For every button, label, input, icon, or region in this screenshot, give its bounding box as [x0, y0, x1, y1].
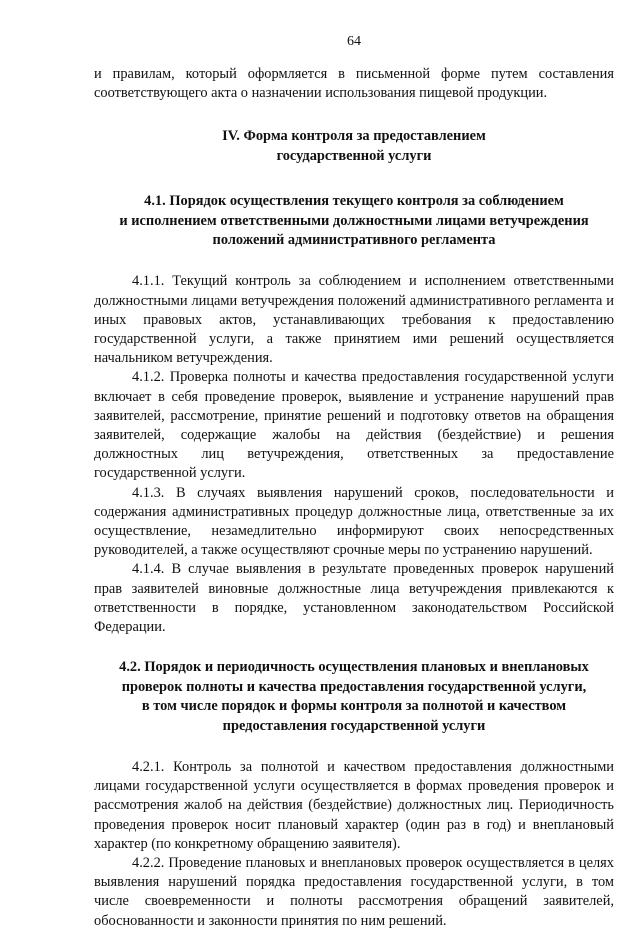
subsection-1-heading-line-3: положений административного регламента: [212, 232, 496, 249]
subsection-2-heading-line-1: 4.2. Порядок и периодичность осуществления плановых и внеплановых: [119, 659, 589, 676]
paragraph-4-1-4: 4.1.4. В случае выявления в результате проведенных проверок нарушений прав заявителей виновные должностные лица ветучреждения привлекаются к ответственности в порядке, установленном законодательством Российской Федерации.: [94, 561, 614, 636]
paragraph-4-2-2: 4.2.2. Проведение плановых и внеплановых проверок осуществляется в целях выявления нарушений порядка предоставления государственной услуги, в том числе своевременности и полноты рассмотрения обращений заявителей, обоснованности и законности принятия по ним решений.: [94, 854, 614, 929]
section-heading: [94, 127, 614, 166]
page-number: 64: [347, 34, 361, 49]
subsection-1-heading-line-1: 4.1. Порядок осуществления текущего контроля за соблюдением: [144, 193, 564, 210]
section-heading-line-1: IV. Форма контроля за предоставлением: [222, 128, 486, 145]
intro-paragraph: и правилам, который оформляется в письменной форме путем составления соответствующего акта о назначении использования пищевой продукции.: [94, 66, 614, 102]
subsection-2-heading-line-3: в том числе порядок и формы контроля за полнотой и качеством: [141, 698, 567, 715]
section-heading-line-2: государственной услуги: [276, 147, 432, 164]
paragraph-4-1-3: 4.1.3. В случаях выявления нарушений сроков, последовательности и содержания административных процедур должностные лица, ответственные за их осуществление, незамедлительно информируют своих непосредственных руководителей, а также осуществляют срочные меры по устранению нарушений.: [94, 484, 614, 559]
subsection-2-heading: [94, 658, 614, 736]
subsection-2-heading-line-2: проверок полноты и качества предоставления государственной услуги,: [121, 678, 587, 695]
subsection-2-heading-line-4: предоставления государственной услуги: [222, 717, 486, 734]
paragraph-4-1-1: 4.1.1. Текущий контроль за соблюдением и исполнением ответственными должностными лицами ветучреждения положений административного регламента и иных правовых актов, устанавливающих требования к предоставлению государственной услуги, а также принятием ими решений осуществляется начальником ветучреждения.: [94, 273, 614, 367]
subsection-1-heading: [94, 192, 614, 250]
paragraph-4-2-1: 4.2.1. Контроль за полнотой и качеством предоставления должностными лицами государственной услуги осуществляется в формах проведения проверок и рассмотрения жалоб на действия (бездействие) должностных лиц. Периодичность проведения проверок носит плановый характер (один раз в год) и внеплановый характер (по конкретному обращению заявителя).: [94, 758, 614, 852]
paragraph-4-1-2: 4.1.2. Проверка полноты и качества предоставления государственной услуги включает в себя проведение проверок, выявление и устранение нарушений прав заявителей, рассмотрение, принятие решений и подготовку ответов на обращения заявителей, содержащие жалобы на действия (бездействие) и решения должностных лиц ветучреждения, ответственных за предоставление государственной услуги.: [94, 369, 614, 482]
subsection-1-heading-line-2: и исполнением ответственными должностными лицами ветучреждения: [119, 212, 589, 229]
